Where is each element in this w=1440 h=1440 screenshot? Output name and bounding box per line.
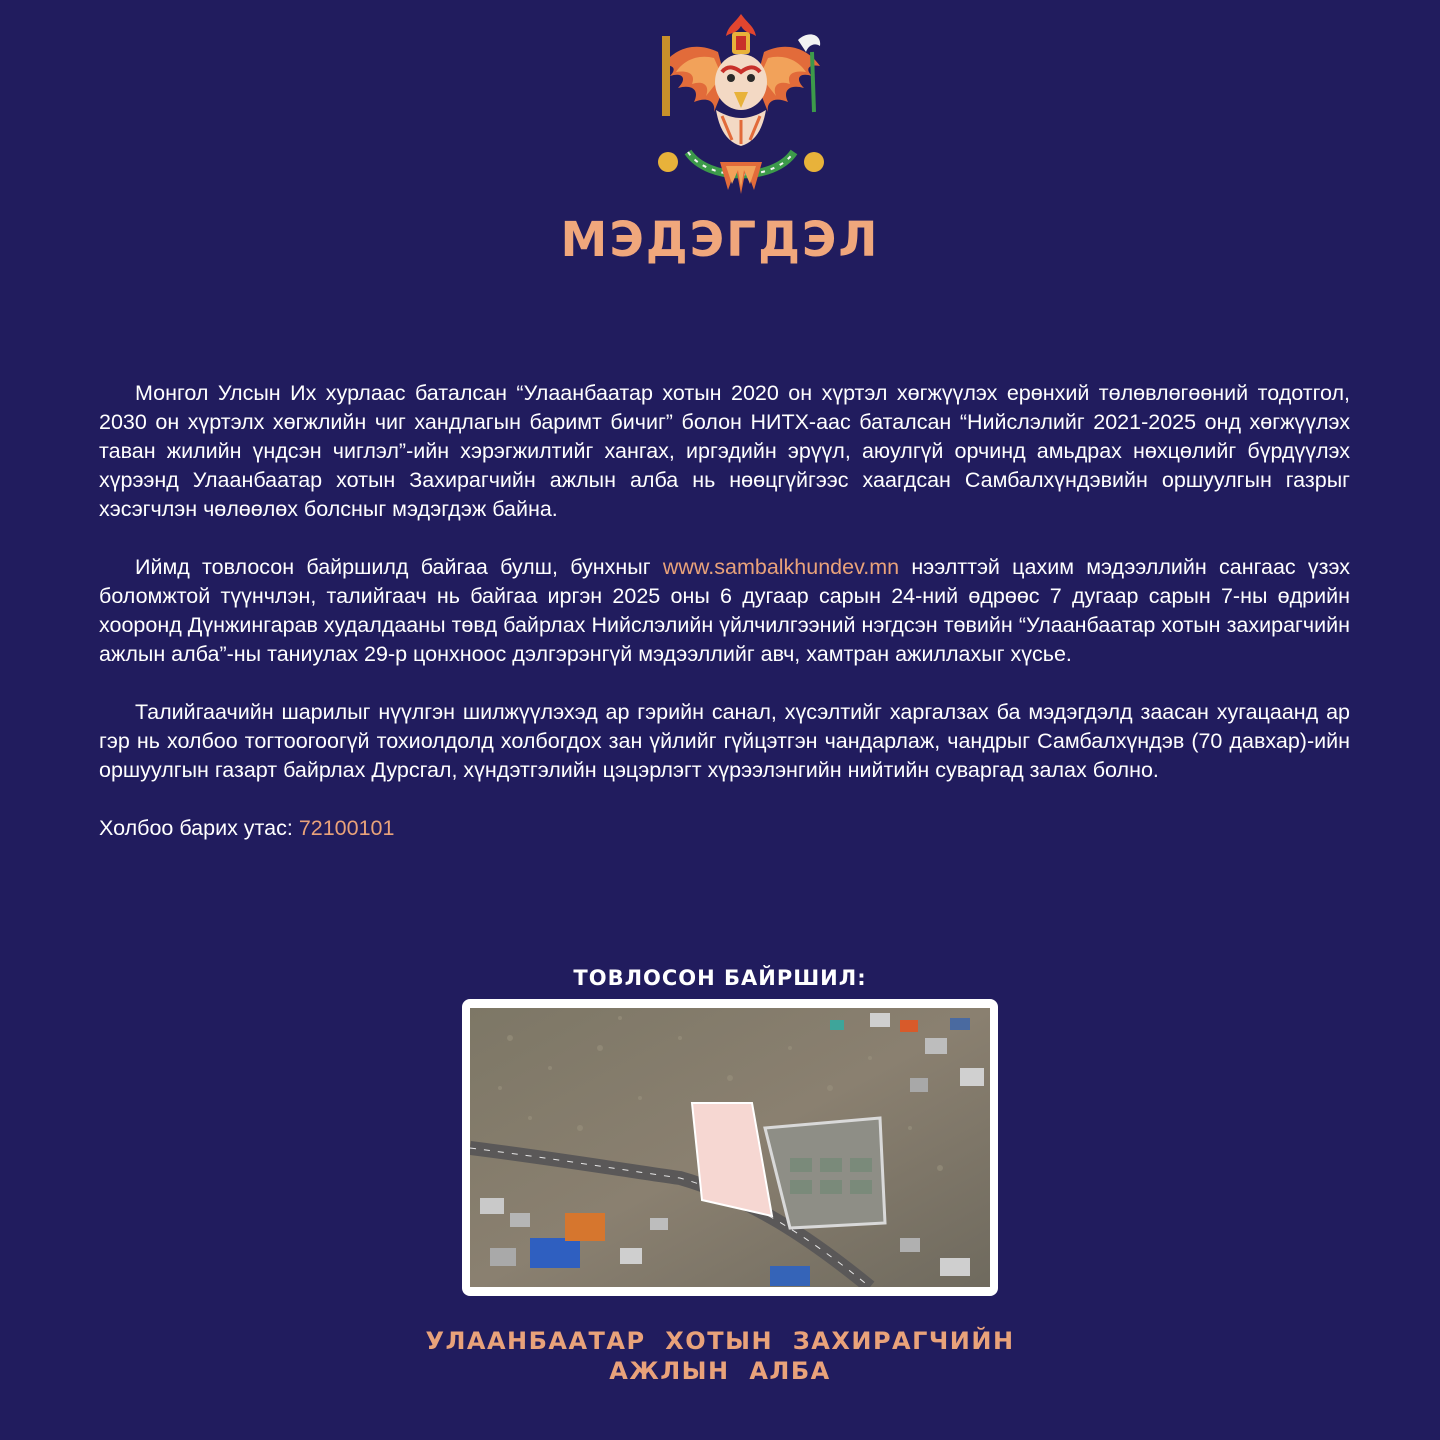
organization-name-line2: АЖЛЫН АЛБА [609,1357,831,1385]
satellite-map-icon [470,1008,990,1287]
map-frame [462,999,998,1296]
organization-name [0,1326,1440,1386]
contact-label: Холбоо барих утас: [99,816,299,840]
paragraph-instructions [99,553,1350,669]
garuda-emblem-icon [648,12,834,198]
map-heading: ТОВЛОСОН БАЙРШИЛ: [573,966,867,990]
paragraph-intro: Монгол Улсын Их хурлаас баталсан “Улаанбаатар хотын 2020 он хүртэл хөгжүүлэх ерөнхий төлөвлөгөөний тодотгол, 2030 он хүртэлх хөгжлийн чиг хандлагын баримт бичиг” болон НИТХ-аас баталсан “Нийслэлийг 2021-2025 онд хөгжүүлэх таван жилийн үндсэн чиглэл”-ийн хэрэгжилтийг хангах, иргэдийн эрүүл, аюулгүй орчинд амьдрах нөхцөлийг бүрдүүлэх хүрээнд Улаанбаатар хотын Захирагчийн ажлын алба нь нөөцгүйгээс хаагдсан Самбалхүндэвийн оршуулгын газрыг хэсэгчлэн чөлөөлөх болсныг мэдэгдэж байна. [99,381,1350,521]
organization-name-line1: УЛААНБААТАР ХОТЫН ЗАХИРАГЧИЙН [425,1327,1015,1355]
notice-body [99,379,1350,872]
paragraph-instructions-end: нээлттэй цахим мэдээллийн сангаас үзэх боломжтой түүнчлэн, талийгаач нь байгаа иргэн 2025 оны 6 дугаар сарын 24-ний өдрөөс 7 дугаар сарын 7-ны өдрийн хооронд Дүнжингарав худалдааны төвд байрлах Нийслэлийн үйлчилгээний нэгдсэн төвийн “Улаанбаатар хотын захирагчийн ажлын алба”-ны таниулах 29-р цонхноос дэлгэрэнгүй мэдээллийг авч, хамтран ажиллахыг хүсье. [99,555,1351,666]
contact-phone[interactable]: 72100101 [298,816,395,840]
website-link[interactable]: www.sambalkhundev.mn [662,555,900,579]
page-title: МЭДЭГДЭЛ [560,212,880,268]
paragraph-instructions-start: Иймд товлосон байршилд байгаа булш, бунхныг [135,555,663,579]
paragraph-relocation: Талийгаачийн шарилыг нүүлгэн шилжүүлэхэд ар гэрийн санал, хүсэлтийг харгалзах ба мэдэгдэлд заасан хугацаанд ар гэр нь холбоо тогтоогоогүй тохиолдолд холбогдох зан үйлийг гүйцэтгэн чандарлаж, чандрыг Самбалхүндэв (70 давхар)-ийн оршуулгын газарт байрлах Дурсгал, хүндэтгэлийн цэцэрлэгт хүрээлэнгийн нийтийн суваргад залах болно. [99,700,1350,782]
contact-line [99,814,1350,843]
